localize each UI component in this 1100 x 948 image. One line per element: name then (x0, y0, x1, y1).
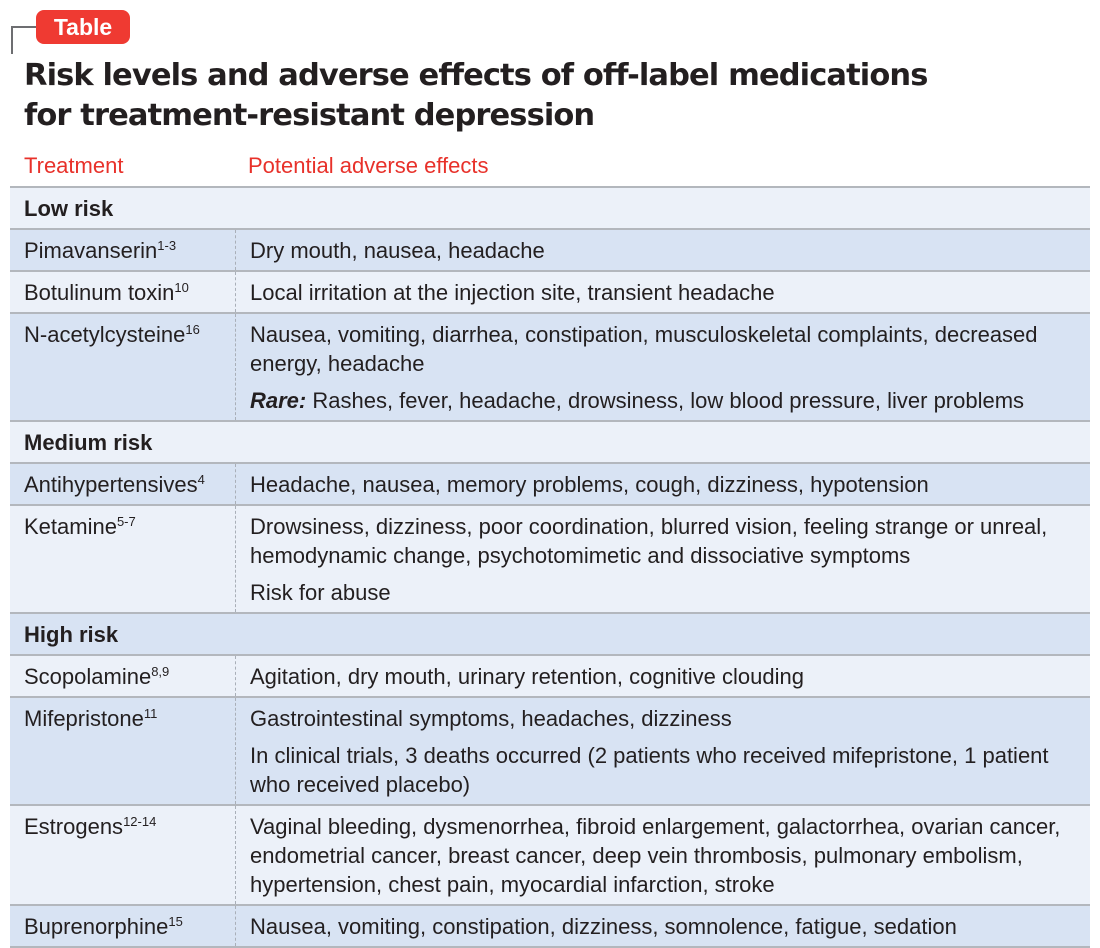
treatment-name: Buprenorphine (24, 914, 169, 939)
page-title (24, 56, 927, 136)
reference-superscript: 11 (143, 706, 158, 721)
rare-effects-text (250, 386, 1076, 415)
effects-text: In clinical trials, 3 deaths occurred (2 patients who received mifepristone, 1 patient who received placebo) (250, 743, 1049, 797)
treatment-name: N-acetylcysteine (24, 322, 186, 347)
effects-cell (236, 463, 1091, 505)
section-label: Low risk (10, 187, 1090, 229)
reference-superscript: 10 (174, 280, 189, 295)
treatment-cell (10, 697, 236, 805)
section-label: Medium risk (10, 421, 1090, 463)
effects-cell (236, 271, 1091, 313)
section-row-high-risk (10, 613, 1090, 655)
table-row-scopolamine (10, 655, 1090, 697)
treatment-name: Antihypertensives (24, 472, 198, 497)
table-row-n-acetylcysteine (10, 313, 1090, 421)
reference-superscript: 5-7 (116, 514, 136, 529)
reference-superscript: 4 (197, 472, 205, 487)
treatment-name: Mifepristone (24, 706, 144, 731)
effects-text: Local irritation at the injection site, transient headache (250, 280, 775, 305)
treatment-name: Pimavanserin (24, 238, 158, 263)
risk-table (10, 186, 1090, 948)
table-badge: Table (36, 10, 130, 44)
table-row-antihypertensives (10, 463, 1090, 505)
effects-cell (236, 229, 1091, 271)
section-row-medium-risk (10, 421, 1090, 463)
table-row-mifepristone (10, 697, 1090, 805)
effects-text: Agitation, dry mouth, urinary retention, cognitive clouding (250, 664, 804, 689)
effects-cell (236, 697, 1091, 805)
effects-text: Risk for abuse (250, 580, 391, 605)
effects-text: Headache, nausea, memory problems, cough, dizziness, hypotension (250, 472, 929, 497)
effects-text: Dry mouth, nausea, headache (250, 238, 545, 263)
corner-bracket-decoration (11, 26, 39, 54)
treatment-cell (10, 229, 236, 271)
table-row-buprenorphine (10, 905, 1090, 947)
table-row-pimavanserin (10, 229, 1090, 271)
effects-cell (236, 505, 1091, 613)
effects-cell (236, 313, 1091, 421)
effects-cell (236, 905, 1091, 947)
treatment-name: Scopolamine (24, 664, 152, 689)
treatment-cell (10, 313, 236, 421)
column-header-effects: Potential adverse effects (248, 153, 489, 178)
treatment-cell (10, 655, 236, 697)
table-row-botulinum-toxin (10, 271, 1090, 313)
effects-text: Nausea, vomiting, constipation, dizziness, somnolence, fatigue, sedation (250, 914, 957, 939)
effects-cell (236, 805, 1091, 905)
effects-text: Nausea, vomiting, diarrhea, constipation, musculoskeletal complaints, decreased energy, headache (250, 322, 1038, 376)
title-line-2: for treatment-resistant depression (24, 98, 595, 133)
reference-superscript: 8,9 (151, 664, 170, 679)
section-row-low-risk (10, 187, 1090, 229)
treatment-name: Botulinum toxin (24, 280, 175, 305)
table-row-ketamine (10, 505, 1090, 613)
treatment-name: Ketamine (24, 514, 117, 539)
effects-cell (236, 655, 1091, 697)
section-label: High risk (10, 613, 1090, 655)
treatment-cell (10, 271, 236, 313)
rare-text: Rashes, fever, headache, drowsiness, low blood pressure, liver problems (306, 388, 1025, 413)
rare-label: Rare: (250, 388, 307, 413)
treatment-name: Estrogens (24, 814, 124, 839)
treatment-cell (10, 905, 236, 947)
effects-text: Vaginal bleeding, dysmenorrhea, fibroid enlargement, galactorrhea, ovarian cancer, endometrial cancer, breast cancer, deep vein thrombosis, pulmonary embolism, hypertension, chest pain, myocardial infarction, stroke (250, 814, 1061, 897)
column-header-treatment: Treatment (24, 153, 124, 178)
treatment-cell (10, 805, 236, 905)
effects-text: Drowsiness, dizziness, poor coordination, blurred vision, feeling strange or unreal, hemodynamic change, psychotomimetic and dissociative symptoms (250, 514, 1048, 568)
reference-superscript: 12-14 (123, 814, 157, 829)
reference-superscript: 1-3 (157, 238, 177, 253)
treatment-cell (10, 505, 236, 613)
title-line-1: Risk levels and adverse effects of off-label medications (24, 58, 928, 93)
table-row-estrogens (10, 805, 1090, 905)
effects-text: Gastrointestinal symptoms, headaches, dizziness (250, 706, 732, 731)
reference-superscript: 16 (185, 322, 200, 337)
treatment-cell (10, 463, 236, 505)
reference-superscript: 15 (168, 914, 183, 929)
